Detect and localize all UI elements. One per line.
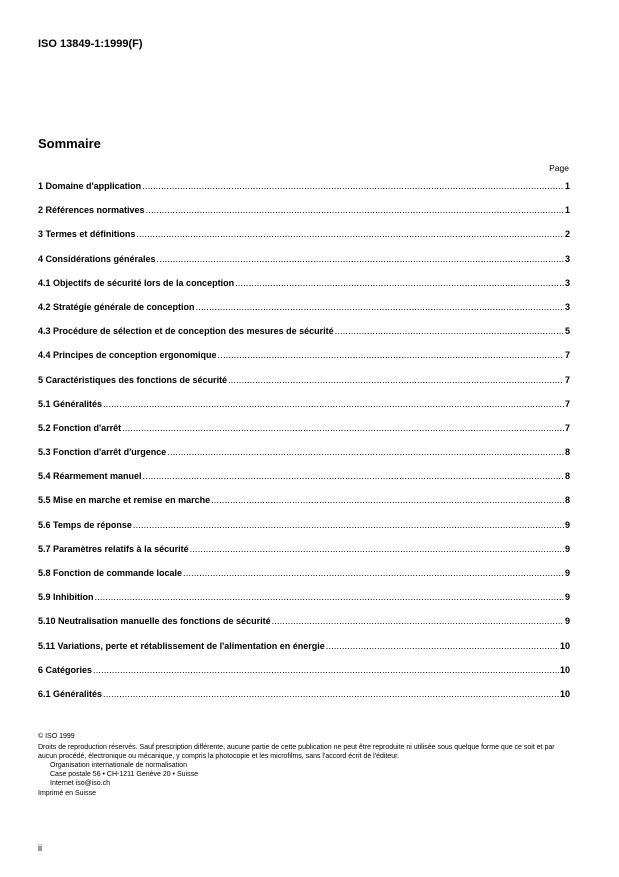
toc-entry[interactable] <box>38 616 570 640</box>
toc-entry[interactable] <box>38 375 570 399</box>
toc-entry-title: 5.6 Temps de réponse <box>38 519 132 530</box>
toc-entry-title: 5.2 Fonction d'arrêt <box>38 422 122 433</box>
dot-leader <box>272 616 564 626</box>
toc-entry[interactable] <box>38 326 570 350</box>
toc-entry-page: 9 <box>564 568 570 578</box>
toc-entry[interactable] <box>38 689 570 713</box>
toc-entry-page: 9 <box>564 519 570 530</box>
toc-entry-title: 4 Considérations générales <box>38 253 156 264</box>
toc-entry-page: 7 <box>564 398 570 409</box>
internet-contact: Internet iso@iso.ch <box>50 780 111 787</box>
dot-leader <box>157 254 564 264</box>
dot-leader <box>133 520 564 530</box>
printed-in: Imprimé en Suisse <box>38 790 96 797</box>
toc-entry[interactable] <box>38 229 570 253</box>
toc-entry[interactable] <box>38 350 570 374</box>
toc-entry-page: 3 <box>564 253 570 264</box>
table-of-contents <box>38 181 570 713</box>
toc-entry-title: 5.11 Variations, perte et rétablissement de l'alimentation en énergie <box>38 640 325 651</box>
organization-name: Organisation internationale de normalisation <box>50 762 187 769</box>
toc-entry[interactable] <box>38 302 570 326</box>
toc-entry-title: 5.8 Fonction de commande locale <box>38 568 183 578</box>
toc-entry[interactable] <box>38 641 570 665</box>
dot-leader <box>167 447 564 457</box>
dot-leader <box>103 399 564 409</box>
toc-entry-title: 3 Termes et définitions <box>38 229 136 240</box>
dot-leader <box>190 544 564 554</box>
toc-entry-page: 9 <box>564 616 570 627</box>
toc-entry-title: 5.5 Mise en marche et remise en marche <box>38 495 211 506</box>
toc-entry[interactable] <box>38 423 570 447</box>
toc-entry-page: 10 <box>559 688 570 699</box>
toc-entry-title: 6 Catégories <box>38 664 93 675</box>
dot-leader <box>122 423 564 433</box>
dot-leader <box>228 375 564 385</box>
toc-entry-page: 3 <box>564 277 570 288</box>
dot-leader <box>142 181 564 191</box>
toc-entry-page: 8 <box>564 495 570 506</box>
toc-entry-page: 1 <box>564 205 570 216</box>
toc-entry-title: 5.7 Paramètres relatifs à la sécurité <box>38 543 189 554</box>
toc-entry-page: 10 <box>559 640 570 651</box>
toc-entry[interactable] <box>38 399 570 423</box>
toc-entry-page: 9 <box>564 543 570 554</box>
toc-title: Sommaire <box>38 136 101 151</box>
toc-entry-title: 5.9 Inhibition <box>38 592 94 603</box>
toc-entry-title: 6.1 Généralités <box>38 688 103 699</box>
toc-entry[interactable] <box>38 520 570 544</box>
toc-entry-page: 7 <box>564 422 570 433</box>
toc-entry-page: 8 <box>564 471 570 482</box>
dot-leader <box>335 326 564 336</box>
page-number: ii <box>38 843 42 853</box>
toc-entry-title: 5.3 Fonction d'arrêt d'urgence <box>38 447 167 458</box>
footer <box>38 732 574 798</box>
toc-entry[interactable] <box>38 544 570 568</box>
toc-entry[interactable] <box>38 181 570 205</box>
toc-entry[interactable] <box>38 495 570 519</box>
dot-leader <box>93 665 559 675</box>
toc-entry[interactable] <box>38 278 570 302</box>
dot-leader <box>143 471 564 481</box>
dot-leader <box>218 350 564 360</box>
toc-entry-page: 7 <box>564 350 570 361</box>
toc-entry-title: 5 Caractéristiques des fonctions de sécurité <box>38 374 228 385</box>
toc-entry-page: 8 <box>564 447 570 458</box>
toc-entry-title: 5.1 Généralités <box>38 398 103 409</box>
toc-entry-title: 4.2 Stratégie générale de conception <box>38 301 195 312</box>
toc-entry[interactable] <box>38 447 570 471</box>
rights-statement: Droits de reproduction réservés. Sauf prescription différente, aucune partie de cette publication ne peut être reproduite ni utilisée sous quelque forme que ce soit et par aucun procédé, électronique ou mécanique, y compris la photocopie et les microfilms, sans l'accord écrit de l'éditeur. <box>38 744 555 760</box>
toc-entry-title: 4.4 Principes de conception ergonomique <box>38 350 217 361</box>
toc-entry-title: 5.4 Réarmement manuel <box>38 471 142 482</box>
postal-address: Case postale 56 • CH-1211 Genève 20 • Suisse <box>50 771 198 778</box>
dot-leader <box>95 592 564 602</box>
toc-page-column-label: Page <box>549 163 569 173</box>
toc-entry-title: 1 Domaine d'application <box>38 181 142 191</box>
copyright-notice: © ISO 1999 <box>38 733 75 740</box>
dot-leader <box>211 495 564 505</box>
dot-leader <box>183 568 564 578</box>
toc-entry-page: 2 <box>564 229 570 240</box>
toc-entry[interactable] <box>38 254 570 278</box>
toc-entry-page: 5 <box>564 326 570 337</box>
toc-entry[interactable] <box>38 568 570 592</box>
toc-entry[interactable] <box>38 471 570 495</box>
dot-leader <box>196 302 564 312</box>
toc-entry-page: 3 <box>564 301 570 312</box>
toc-entry-title: 2 Références normatives <box>38 205 145 216</box>
toc-entry-page: 1 <box>564 181 570 191</box>
dot-leader <box>136 229 564 239</box>
publisher-address <box>38 761 574 788</box>
toc-entry[interactable] <box>38 665 570 689</box>
toc-entry-title: 4.1 Objectifs de sécurité lors de la conception <box>38 277 235 288</box>
dot-leader <box>326 641 559 651</box>
document-code: ISO 13849-1:1999(F) <box>38 38 143 50</box>
toc-entry-page: 9 <box>564 592 570 603</box>
toc-entry-page: 7 <box>564 374 570 385</box>
dot-leader <box>235 278 564 288</box>
toc-entry[interactable] <box>38 205 570 229</box>
toc-entry-title: 5.10 Neutralisation manuelle des fonctions de sécurité <box>38 616 271 627</box>
dot-leader <box>103 689 559 699</box>
toc-entry-page: 10 <box>559 664 570 675</box>
dot-leader <box>146 205 564 215</box>
toc-entry[interactable] <box>38 592 570 616</box>
toc-entry-title: 4.3 Procédure de sélection et de conception des mesures de sécurité <box>38 326 334 337</box>
